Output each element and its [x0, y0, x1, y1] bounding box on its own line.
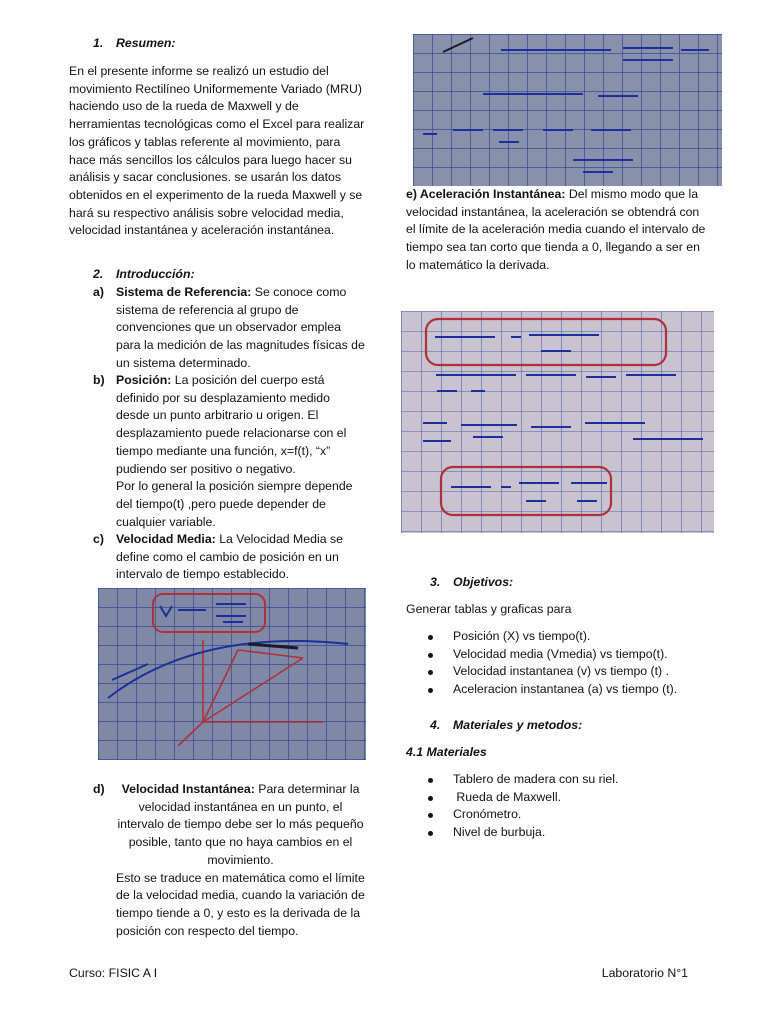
section-materiales-heading — [430, 717, 583, 735]
item-extra: Por lo general la posición siempre depende del tiempo(t) ,pero puede depender de cualquier variable. — [116, 479, 353, 529]
item-title: e) Aceleración Instantánea: — [406, 187, 566, 201]
bullet-icon — [428, 670, 433, 675]
photo-trajectory-diagram — [98, 588, 366, 760]
bullet-icon — [428, 688, 433, 693]
bullet-icon — [428, 653, 433, 658]
intro-item-d — [93, 781, 365, 940]
list-item: Cronómetro. — [406, 806, 706, 824]
item-body: La Velocidad Media se define como el cambio de posición en un intervalo de tiempo establecido. — [116, 532, 343, 582]
item-title: Sistema de Referencia: — [116, 285, 252, 299]
section-title: Introducción: — [116, 267, 195, 281]
grid-paper-sketch — [413, 34, 722, 186]
list-item: Rueda de Maxwell. — [406, 789, 706, 807]
item-label: d) — [93, 782, 105, 796]
item-body: Para determinar la velocidad instantánea en un punto, el intervalo de tiempo debe ser lo más pequeño posible, tanto que no haya cambios en el movimiento. — [117, 782, 364, 867]
item-body: La posición del cuerpo está definido por su desplazamiento medido desde un punto arbitrario u origen. El desplazamiento puede relacionarse con el tiempo mediante una función, x=f(t), “x” pudiendo ser positivo o negativo. — [116, 373, 347, 476]
item-title: Velocidad Media: — [116, 532, 216, 546]
bullet-icon — [428, 813, 433, 818]
photo-velocity-derivative — [413, 34, 722, 186]
intro-item-a — [93, 284, 365, 373]
item-label: a) — [93, 285, 104, 299]
list-item: Nivel de burbuja. — [406, 824, 706, 842]
bullet-icon — [428, 778, 433, 783]
bullet-icon — [428, 831, 433, 836]
item-label: c) — [93, 532, 104, 546]
objetivos-list — [406, 628, 706, 699]
item-text — [116, 531, 365, 584]
item-extra: Esto se traduce en matemática como el límite de la velocidad media, cuando la variación de tiempo tiende a 0, y esto es la derivada de la posición con respecto del tiempo. — [116, 870, 365, 938]
item-text — [116, 284, 365, 373]
grid-paper-sketch — [401, 311, 714, 533]
photo-acceleration-derivative — [401, 311, 714, 533]
grid-paper-sketch — [98, 588, 366, 760]
section-number: 3. — [430, 575, 441, 589]
materiales-list — [406, 771, 706, 842]
list-item: Tablero de madera con su riel. — [406, 771, 706, 789]
subsection-title: 4.1 Materiales — [406, 745, 487, 759]
item-text — [116, 372, 365, 478]
footer-course: Curso: FISIC A I — [69, 966, 158, 980]
item-body: Se conoce como sistema de referencia al grupo de convenciones que un observador emplea para la medición de las magnitudes físicas de un sistema determinado. — [116, 285, 365, 370]
intro-item-c — [93, 531, 365, 584]
intro-item-b — [93, 372, 365, 531]
objetivos-intro: Generar tablas y graficas para — [406, 602, 572, 616]
item-label: b) — [93, 373, 105, 387]
section-introduccion-heading — [93, 266, 195, 284]
item-title: Posición: — [116, 373, 172, 387]
bullet-icon — [428, 796, 433, 801]
section-number: 4. — [430, 718, 441, 732]
item-body: Del mismo modo que la velocidad instantánea, la aceleración se obtendrá con el límite de la aceleración media cuando el intervalo de tiempo sea tan corto que tienda a 0, llegando a ser en lo matemático la derivada. — [406, 187, 706, 272]
section-title: Objetivos: — [453, 575, 514, 589]
section-title: Materiales y metodos: — [453, 718, 583, 732]
intro-item-e — [406, 186, 706, 275]
list-item: Velocidad instantanea (v) vs tiempo (t) . — [406, 663, 706, 681]
bullet-icon — [428, 635, 433, 640]
list-item: Posición (X) vs tiempo(t). — [406, 628, 706, 646]
resumen-paragraph: En el presente informe se realizó un estudio del movimiento Rectilíneo Uniformemente Variado (MRU) haciendo uso de la rueda de Maxwell y de herramientas tecnológicas como el Excel para realizar los gráficos y tablas referente al movimiento, para hace más sencillos los cálculos para luego hacer su análisis y sacar conclusiones. se usarán los datos obtenidos en el experimento de la rueda Maxwell y se hará su respectivo análisis sobre velocidad media, velocidad instantánea y aceleración instantánea. — [69, 64, 365, 238]
item-text — [116, 781, 365, 870]
section-resumen-heading — [93, 35, 176, 53]
section-number: 1. — [93, 36, 104, 50]
list-item: Velocidad media (Vmedia) vs tiempo(t). — [406, 646, 706, 664]
footer-lab: Laboratorio N°1 — [601, 966, 688, 980]
section-title: Resumen: — [116, 36, 176, 50]
item-title: Velocidad Instantánea: — [121, 782, 255, 796]
list-item: Aceleracion instantanea (a) vs tiempo (t). — [406, 681, 706, 699]
section-number: 2. — [93, 267, 104, 281]
section-objetivos-heading — [430, 574, 514, 592]
